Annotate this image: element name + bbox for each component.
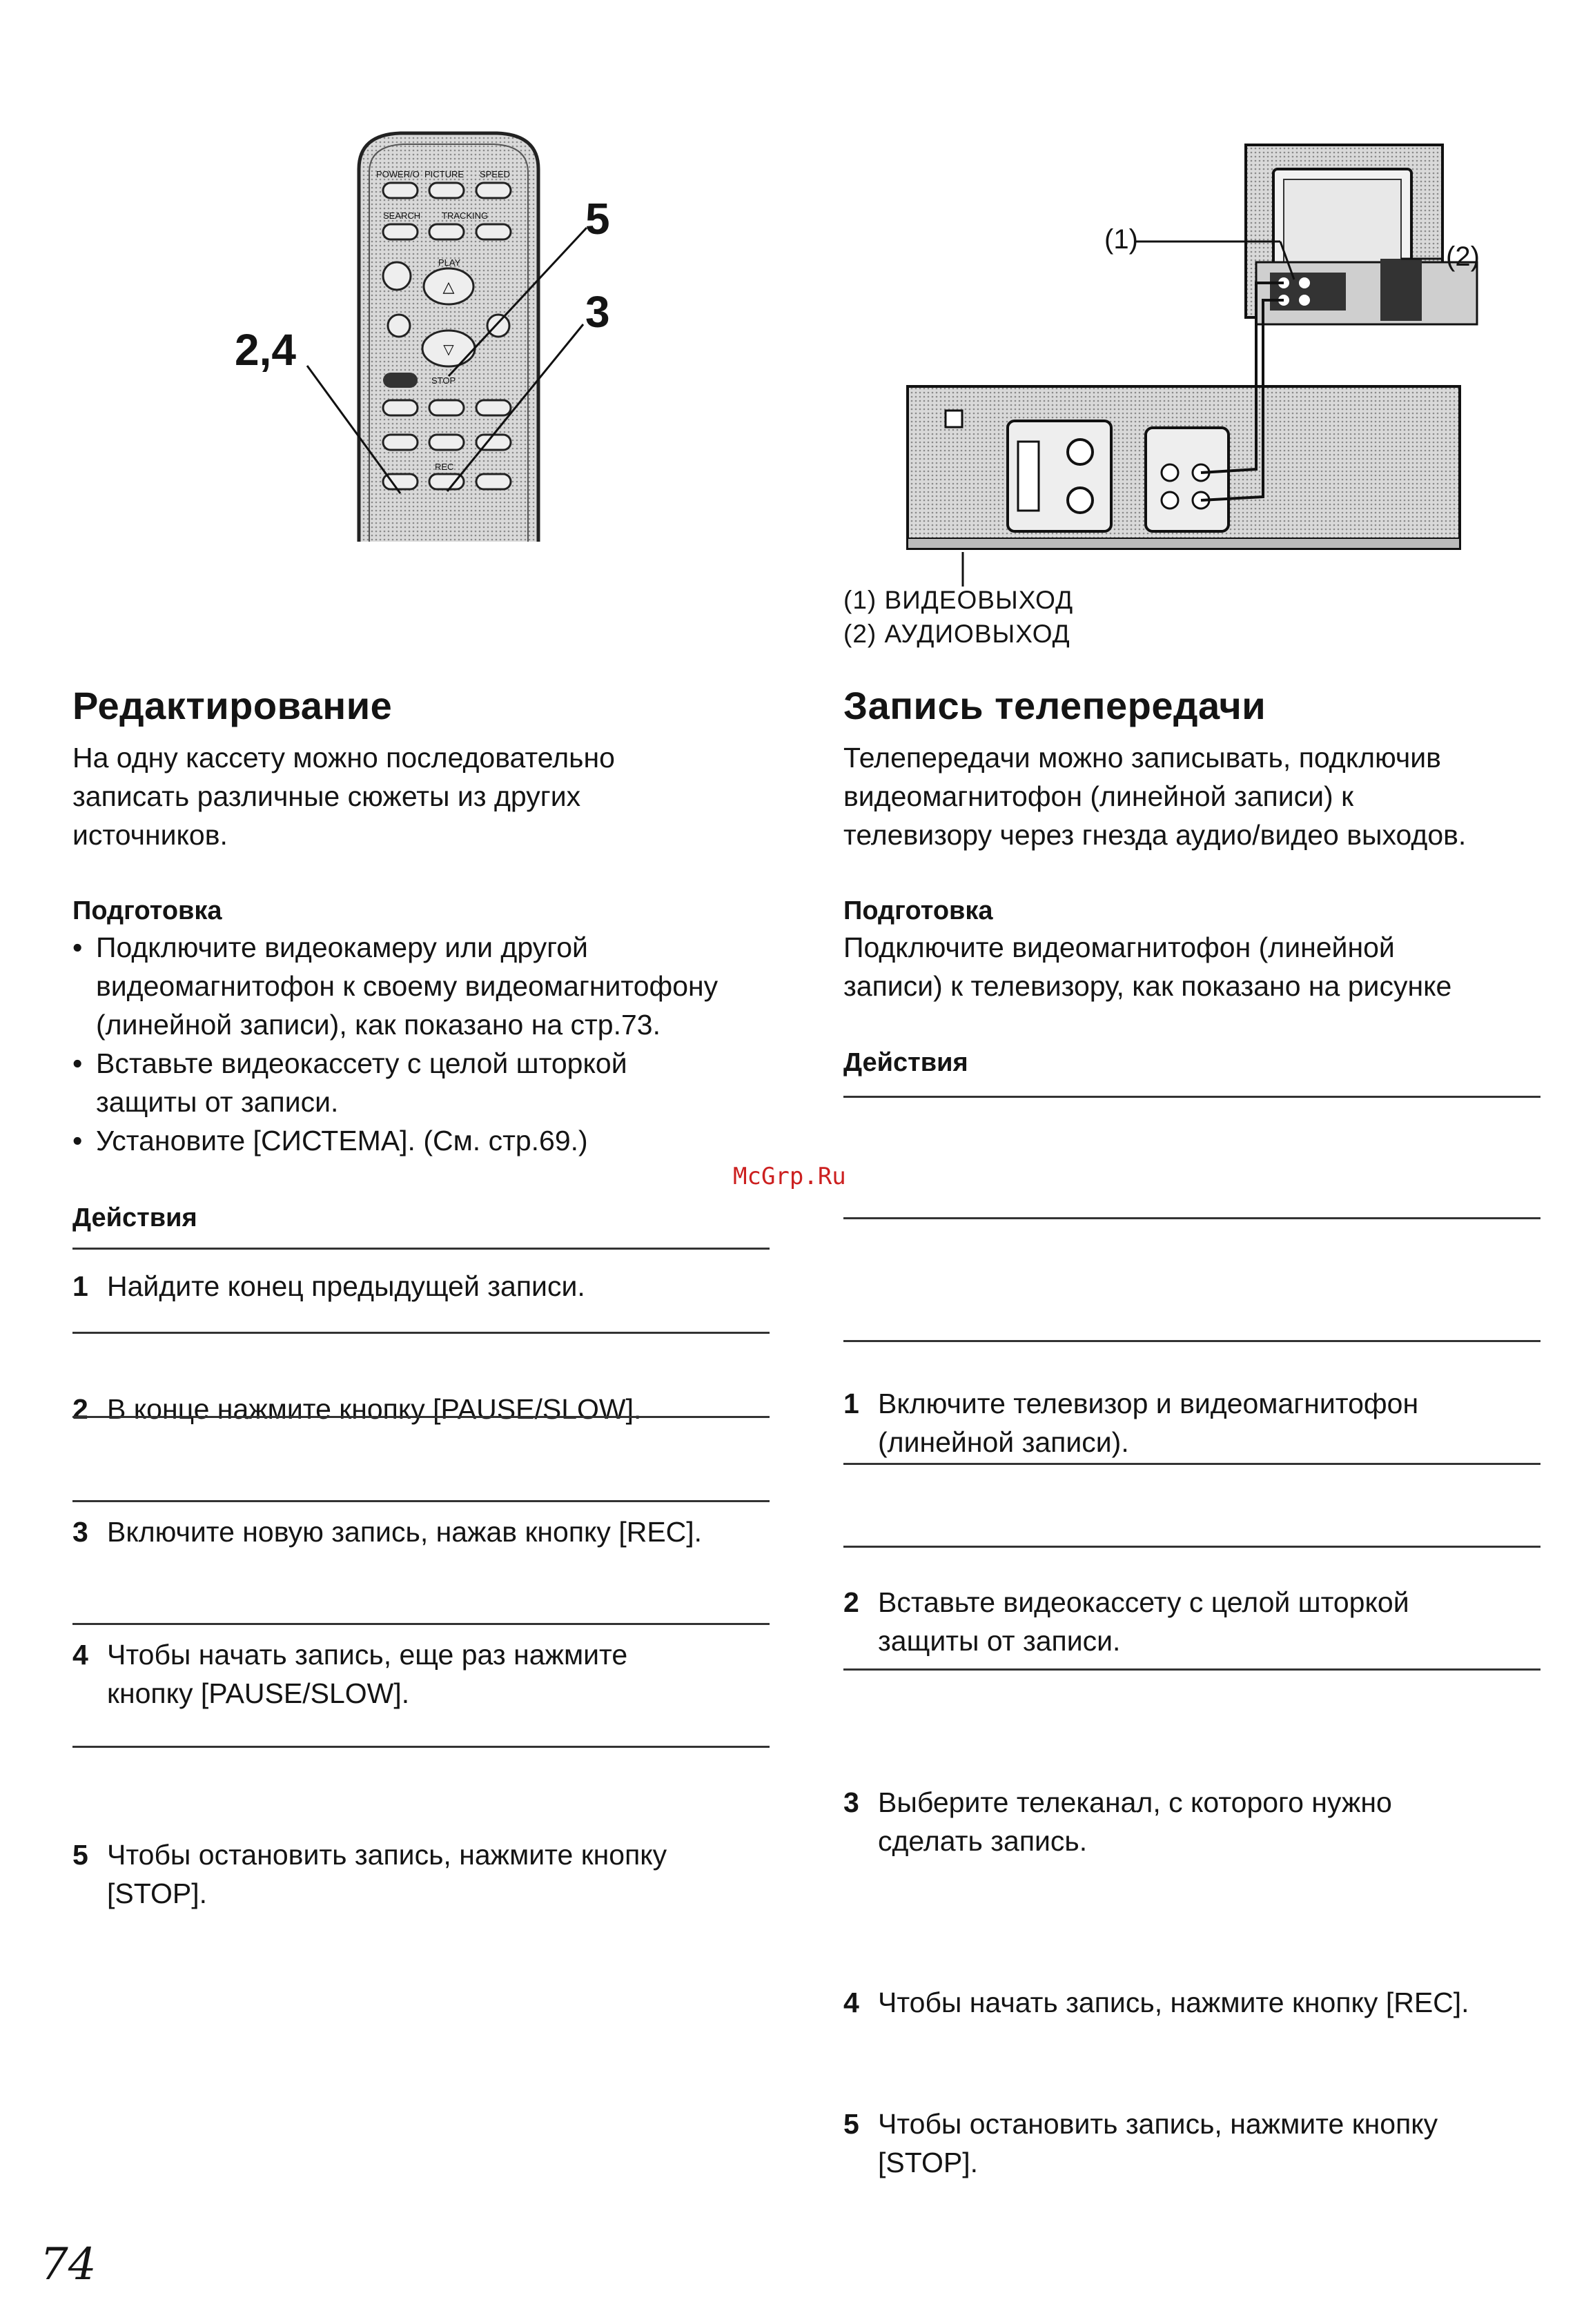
- remote-label-tracking: TRACKING: [442, 210, 489, 221]
- divider: [72, 1623, 770, 1625]
- tv-recording-prep-title: Подготовка: [843, 896, 993, 925]
- editing-step-2: 2 В конце нажмите кнопку [PAUSE/SLOW].: [72, 1393, 642, 1425]
- remote-label-power: POWER/O: [376, 169, 420, 179]
- remote-label-play: PLAY: [438, 257, 461, 268]
- divider: [843, 1096, 1540, 1098]
- divider: [843, 1546, 1540, 1548]
- tv-step-1: 1 Включите телевизор и видеомагнитофон (линейной записи).: [843, 1388, 1419, 1458]
- prep-bullet: • Вставьте видеокассету с целой шторкой защиты от записи.: [72, 1044, 718, 1121]
- svg-text:▽: ▽: [443, 342, 454, 357]
- callout-audio-out: (2): [1446, 242, 1480, 272]
- callout-3: 3: [585, 287, 610, 337]
- editing-step-3: 3 Включите новую запись, нажав кнопку [REC].: [72, 1516, 703, 1548]
- remote-label-search: SEARCH: [383, 210, 421, 221]
- remote-label-rec: REC: [435, 462, 454, 472]
- divider: [72, 1500, 770, 1502]
- callout-5: 5: [585, 194, 610, 244]
- remote-label-stop: STOP: [431, 375, 456, 386]
- editing-step-5: 5 Чтобы остановить запись, нажмите кнопку [STOP].: [72, 1839, 667, 1909]
- editing-step-4: 4 Чтобы начать запись, еще раз нажмите кнопку [PAUSE/SLOW].: [72, 1639, 628, 1709]
- tv-recording-actions-title: Действия: [843, 1048, 968, 1077]
- divider: [72, 1248, 770, 1250]
- tv-step-2: 2 Вставьте видеокассету с целой шторкой защиты от записи.: [843, 1586, 1409, 1657]
- callout-video-out: (1): [1104, 224, 1138, 255]
- page-number: 74: [40, 2239, 97, 2290]
- editing-prep-list: [72, 928, 718, 1160]
- section-title-editing: Редактирование: [72, 684, 393, 727]
- tv-step-4: 4 Чтобы начать запись, нажмите кнопку [REC].: [843, 1987, 1469, 2018]
- prep-bullet: • Установите [СИСТЕМА]. (См. стр.69.): [72, 1121, 718, 1160]
- callout-2-4: 2,4: [235, 325, 296, 375]
- divider: [72, 1416, 770, 1418]
- section-title-tv-recording: Запись телепередачи: [843, 684, 1266, 727]
- divider: [843, 1668, 1540, 1671]
- editing-prep-title: Подготовка: [72, 896, 222, 925]
- remote-label-picture: PICTURE: [424, 169, 464, 179]
- tv-step-3: 3 Выберите телеканал, с которого нужно сделать запись.: [843, 1786, 1392, 1857]
- tv-recording-intro: Телепередачи можно записывать, подключив видеомагнитофон (линейной записи) к телевизору через гнезда аудио/видео выходов.: [843, 742, 1467, 851]
- editing-step-1: 1 Найдите конец предыдущей записи.: [72, 1270, 585, 1302]
- caption-audio-out: (2) АУДИОВЫХОД: [843, 620, 1070, 648]
- prep-bullet: • Подключите видеокамеру или другой видеомагнитофон к своему видеомагнитофону (линейной записи), как показано на стр.73.: [72, 928, 718, 1044]
- tv-step-5: 5 Чтобы остановить запись, нажмите кнопку [STOP].: [843, 2108, 1438, 2178]
- remote-label-speed: SPEED: [480, 169, 511, 179]
- divider: [72, 1746, 770, 1748]
- divider: [843, 1463, 1540, 1465]
- watermark: McGrp.Ru: [733, 1163, 846, 1190]
- editing-actions-title: Действия: [72, 1203, 197, 1232]
- editing-intro: На одну кассету можно последовательно записать различные сюжеты из других источников.: [72, 742, 615, 851]
- divider: [843, 1340, 1540, 1342]
- caption-video-out: (1) ВИДЕОВЫХОД: [843, 586, 1074, 614]
- divider: [72, 1332, 770, 1334]
- svg-text:△: △: [442, 278, 455, 295]
- divider: [843, 1217, 1540, 1219]
- vcr-tv-connection-illustration: [897, 138, 1484, 593]
- tv-recording-prep-text: Подключите видеомагнитофон (линейной записи) к телевизору, как показано на рисунке: [843, 932, 1452, 1002]
